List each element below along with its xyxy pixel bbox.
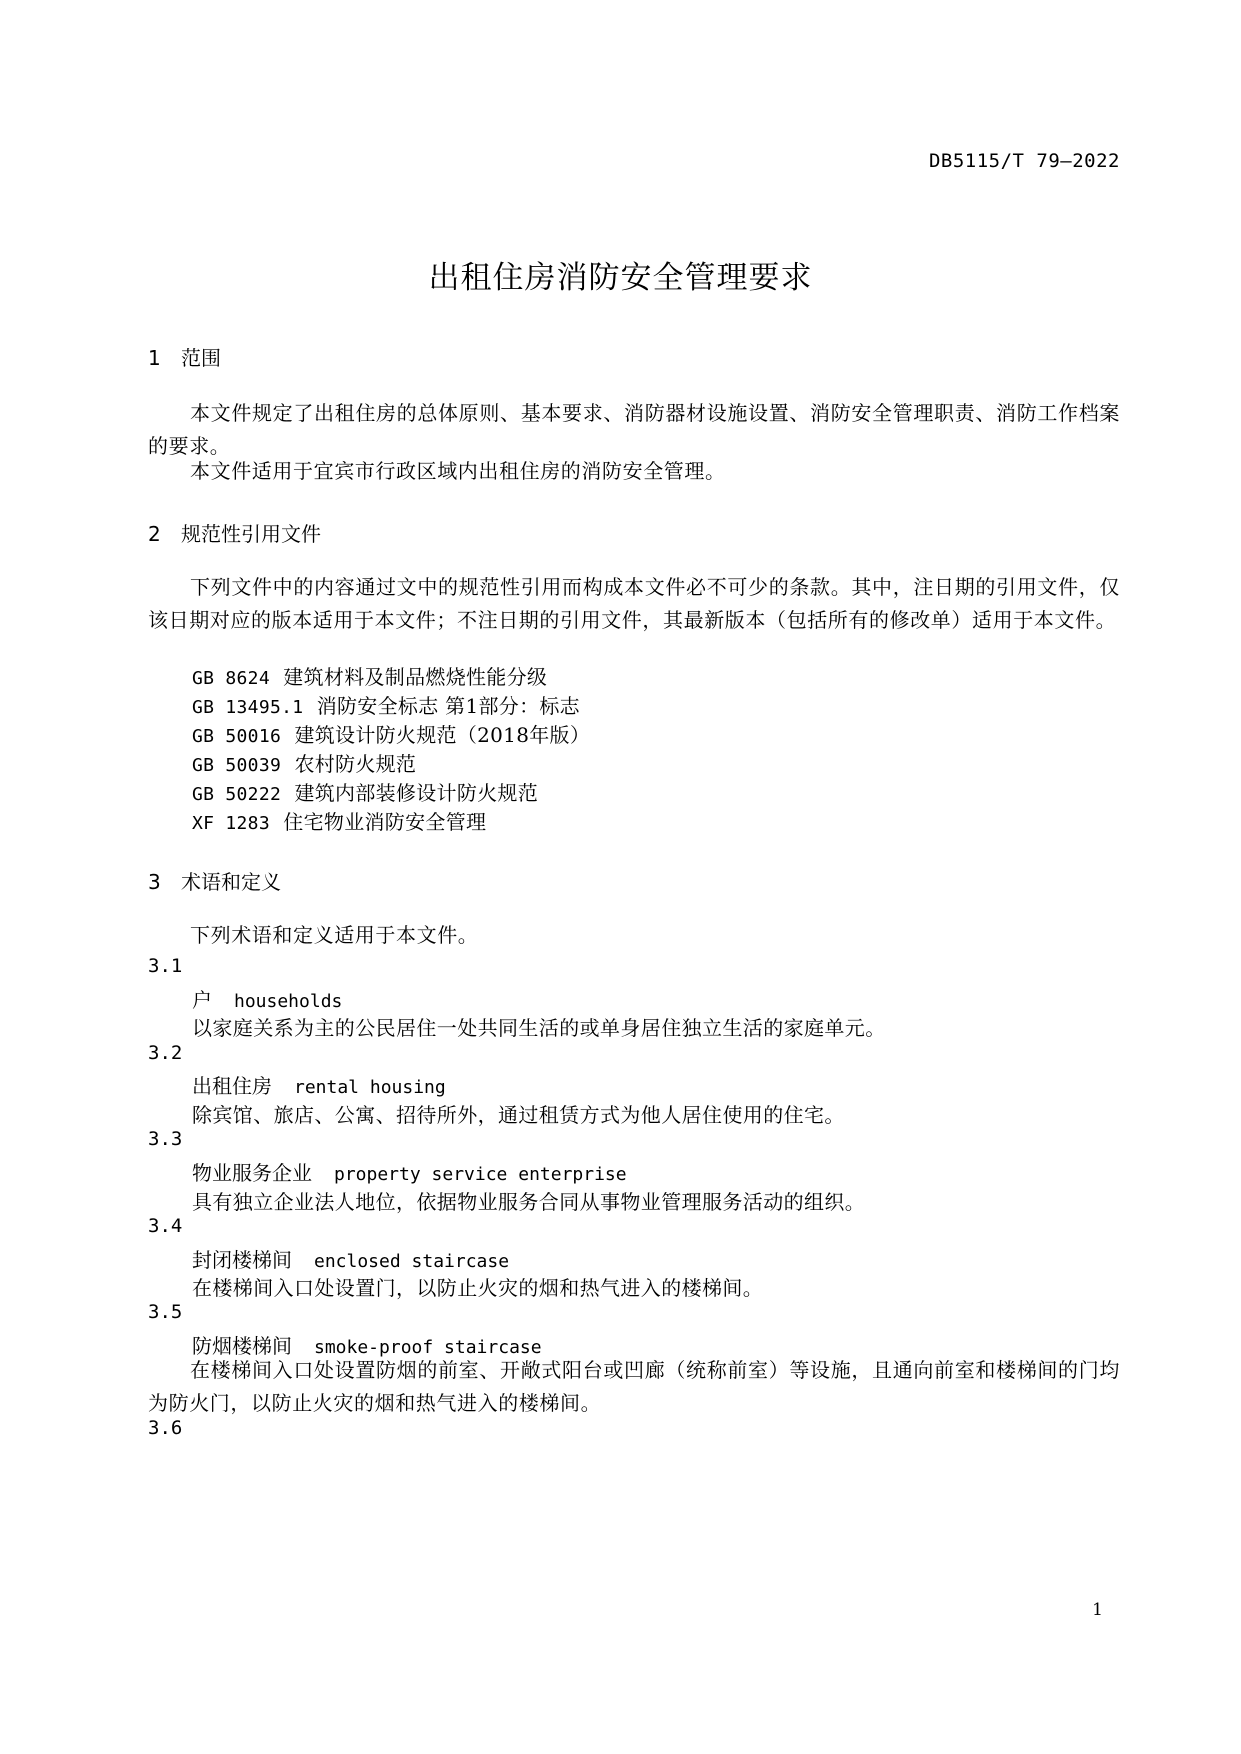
term-number: 3.4 xyxy=(148,1215,183,1237)
section-title: 范围 xyxy=(181,346,221,370)
term-definition: 以家庭关系为主的公民居住一处共同生活的或单身居住独立生活的家庭单元。 xyxy=(192,1016,886,1040)
term-zh: 出租住房 xyxy=(192,1074,272,1098)
reference-title: 建筑材料及制品燃烧性能分级 xyxy=(283,665,548,689)
section-2-heading xyxy=(148,518,321,547)
term-heading xyxy=(192,1070,446,1099)
reference-item xyxy=(192,661,547,690)
term-definition: 除宾馆、旅店、公寓、招待所外，通过租赁方式为他人居住使用的住宅。 xyxy=(192,1103,845,1127)
reference-title: 建筑设计防火规范（2018年版） xyxy=(294,723,591,747)
term-zh: 封闭楼梯间 xyxy=(192,1248,292,1272)
reference-item xyxy=(192,690,580,719)
term-zh: 户 xyxy=(192,988,212,1012)
term-definition: 在楼梯间入口处设置防烟的前室、开敞式阳台或凹廊（统称前室）等设施，且通向前室和楼梯间的门均为防火门，以防止火灾的烟和热气进入的楼梯间。 xyxy=(148,1358,1120,1415)
term-en: property service enterprise xyxy=(334,1164,627,1185)
term-number: 3.5 xyxy=(148,1301,183,1323)
reference-code: GB 50016 xyxy=(192,726,282,747)
reference-item xyxy=(192,748,416,777)
section-number: 3 xyxy=(148,870,161,894)
paragraph: 下列术语和定义适用于本文件。 xyxy=(190,923,479,947)
term-zh: 物业服务企业 xyxy=(192,1161,312,1185)
document-title: 出租住房消防安全管理要求 xyxy=(428,260,813,296)
term-number: 3.2 xyxy=(148,1042,183,1064)
reference-title: 消防安全标志 第1部分：标志 xyxy=(316,694,580,718)
term-en: households xyxy=(234,991,343,1012)
term-number: 3.6 xyxy=(148,1417,183,1439)
section-number: 2 xyxy=(148,522,161,546)
paragraph: 本文件适用于宜宾市行政区域内出租住房的消防安全管理。 xyxy=(190,459,726,483)
term-definition: 具有独立企业法人地位，依据物业服务合同从事物业管理服务活动的组织。 xyxy=(192,1190,866,1214)
reference-item xyxy=(192,719,590,748)
reference-code: GB 13495.1 xyxy=(192,697,304,718)
page-number: 1 xyxy=(1092,1600,1103,1620)
reference-code: GB 8624 xyxy=(192,668,270,689)
reference-code: XF 1283 xyxy=(192,813,270,834)
reference-title: 住宅物业消防安全管理 xyxy=(283,810,487,834)
term-heading xyxy=(192,1244,509,1273)
section-1-heading xyxy=(148,342,221,371)
term-definition: 在楼梯间入口处设置门，以防止火灾的烟和热气进入的楼梯间。 xyxy=(192,1276,764,1300)
paragraph: 本文件规定了出租住房的总体原则、基本要求、消防器材设施设置、消防安全管理职责、消防工作档案的要求。 xyxy=(148,401,1120,458)
reference-code: GB 50039 xyxy=(192,755,282,776)
reference-item xyxy=(192,806,486,835)
term-en: smoke-proof staircase xyxy=(314,1337,542,1358)
term-en: rental housing xyxy=(294,1077,446,1098)
reference-code: GB 50222 xyxy=(192,784,282,805)
section-title: 术语和定义 xyxy=(181,870,281,894)
reference-title: 建筑内部装修设计防火规范 xyxy=(294,781,539,805)
term-zh: 防烟楼梯间 xyxy=(192,1334,292,1358)
term-en: enclosed staircase xyxy=(314,1251,510,1272)
paragraph: 下列文件中的内容通过文中的规范性引用而构成本文件必不可少的条款。其中，注日期的引用文件，仅该日期对应的版本适用于本文件；不注日期的引用文件，其最新版本（包括所有的修改单）适用于本文件。 xyxy=(148,575,1120,632)
document-code: DB5115/T 79—2022 xyxy=(928,150,1120,172)
term-heading xyxy=(192,984,342,1013)
reference-item xyxy=(192,777,538,806)
term-number: 3.3 xyxy=(148,1128,183,1150)
section-number: 1 xyxy=(148,346,161,370)
section-title: 规范性引用文件 xyxy=(181,522,321,546)
term-number: 3.1 xyxy=(148,955,183,977)
reference-title: 农村防火规范 xyxy=(294,752,417,776)
term-heading xyxy=(192,1157,627,1186)
section-3-heading xyxy=(148,866,281,895)
